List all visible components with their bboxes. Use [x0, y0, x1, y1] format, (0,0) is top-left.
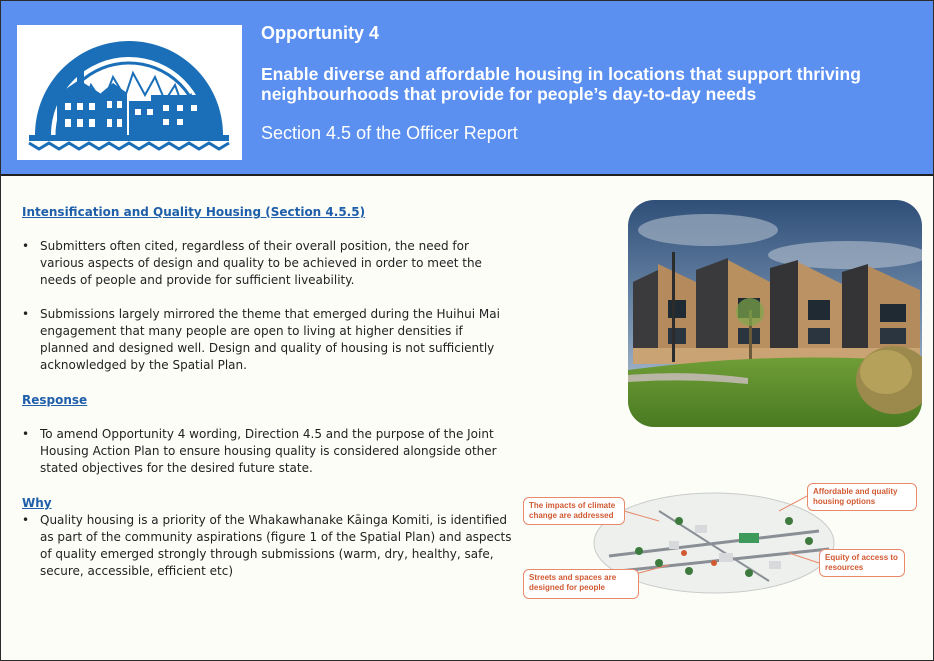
- label-equity: Equity of access to resources: [819, 549, 905, 577]
- list-item: • To amend Opportunity 4 wording, Direction 4.5 and the purpose of the Joint Housing Action Plan to ensure housing quality is considered alongside other stated objectives for the desired future state.: [22, 426, 512, 477]
- response-heading: Response: [22, 393, 88, 407]
- section-reference: Section 4.5 of the Officer Report: [261, 123, 518, 143]
- list-item: • Quality housing is a priority of the Whakawhanake Kāinga Komiti, is identified as part of the community aspirations (figure 1 of the Spatial Plan) and aspects of quality emerged strongly through submissions (warm, dry, healthy, safe, secure, accessible, efficient etc): [22, 512, 512, 580]
- why-heading: Why: [22, 496, 52, 510]
- list-item: • Submissions largely mirrored the theme that emerged during the Huihui Mai engagement that many people are open to living at higher densities if planned and designed well. Design and quality of housing is not sufficiently acknowledged by the Spatial Plan.: [22, 306, 512, 374]
- opportunity-label: Opportunity 4: [261, 23, 379, 43]
- label-affordable-housing: Affordable and quality housing options: [807, 483, 917, 511]
- townhouse-image-icon: [628, 200, 922, 427]
- logo: [17, 25, 242, 160]
- response-list: [22, 426, 512, 477]
- intensification-heading: Intensification and Quality Housing (Section 4.5.5): [22, 205, 366, 219]
- body-text: [22, 204, 512, 580]
- housing-arch-logo-icon: [17, 25, 242, 160]
- townhouse-photo: [628, 200, 922, 427]
- list-item: • Submitters often cited, regardless of their overall position, the need for various aspects of design and quality to be achieved in order to meet the needs of people and provide for sufficient liveability.: [22, 238, 512, 289]
- intensification-list: [22, 238, 512, 374]
- why-list: [22, 512, 512, 580]
- header-banner: [1, 1, 933, 176]
- label-climate: The impacts of climate change are addressed: [523, 497, 625, 525]
- label-streets: Streets and spaces are designed for people: [523, 569, 639, 599]
- neighbourhood-diagram: [519, 481, 930, 603]
- page-title: Enable diverse and affordable housing in locations that support thriving neighbourhoods that provide for people’s day-to-day needs: [261, 64, 861, 104]
